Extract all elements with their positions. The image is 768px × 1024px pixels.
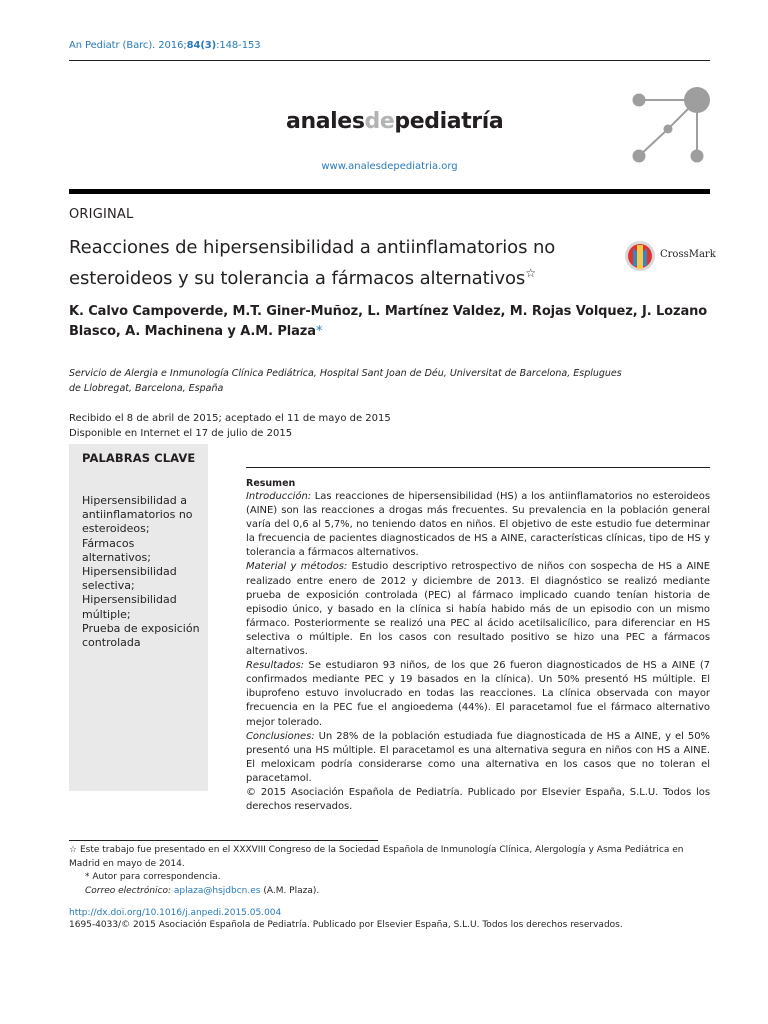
keywords-box [69,444,208,791]
section-label: ORIGINAL [69,207,134,222]
footnote-2-mark: * [85,872,90,882]
affiliation: Servicio de Alergia e Inmunología Clínica Pediátrica, Hospital Sant Joan de Déu, Universitat de Barcelona, Esplugues de Llobregat, Barcelona, España [69,368,622,394]
footnote-email [69,885,710,899]
footnote-1 [69,844,710,871]
article-dates [69,411,391,441]
title-footnote-mark[interactable]: ☆ [525,265,536,280]
footnote-2 [69,871,710,885]
keyword-item: Hipersensibilidad a antiinflamatorios no esteroideos; [82,494,193,536]
results-text: Se estudiaron 93 niños, de los que 26 fueron diagnosticados de HS a AINE (7 confirmados mediante PEC y 19 basados en la clínica). Un 50% presentó HS múltiple. El ibuprofeno estuvo involucrado en todas las reacciones. La clínica observada con mayor frecuencia en la PEC fue el angioedema (44%). El paracetamol fue el fármaco alternativo mejor tolerado. [246,660,710,728]
footnote-divider [69,840,378,841]
article-title [69,236,614,291]
author-names: K. Calvo Campoverde, M.T. Giner-Muñoz, L. Martínez Valdez, M. Rojas Volquez, J. Lozano Blasco, A. Machinena y A.M. Plaza [69,304,708,339]
citation-volume: 84(3) [186,40,217,51]
header-thick-divider [69,189,710,194]
abstract-body [246,490,710,814]
abstract-heading: Resumen [246,478,296,489]
journal-name-part3: pediatría [394,109,504,134]
keywords-list [82,494,204,650]
keyword-item: Prueba de exposición controlada [82,621,200,650]
conclusions-label: Conclusiones: [246,730,315,742]
journal-url-link[interactable]: www.analesdepediatria.org [321,161,458,172]
keywords-title: PALABRAS CLAVE [82,451,196,465]
molecule-logo-icon [625,84,720,164]
journal-name-part2: de [364,109,395,134]
abstract-divider [246,467,710,468]
methods-label: Material y métodos: [246,561,348,573]
methods-text: Estudio descriptivo retrospectivo de niños con sospecha de HS a AINE realizado entre enero de 2012 y diciembre de 2013. El diagnóstico se realizó mediante prueba de exposición controlada (PEC) al fármaco implicado cuando tenían historia de episodio único, y basado en la clínica si había habido más de un episodio con un mismo fármaco. Posteriormente se realizó una PEC al ácido acetilsalicílico, para diferenciar en HS selectiva o múltiple. En los casos con resultado positivo se hizo una PEC a fármacos alternativos. [246,561,710,658]
crossmark-icon [624,239,656,273]
abstract-introduction [246,490,710,560]
intro-label: Introducción: [246,491,312,502]
dates-received: Recibido el 8 de abril de 2015; aceptado el 11 de mayo de 2015 [69,413,391,424]
corresponding-author-mark[interactable]: * [315,324,323,339]
footnote-1-text: Este trabajo fue presentado en el XXXVIII Congreso de la Sociedad Española de Inmunología Clínica, Alergología y Asma Pediátrica en Madrid en mayo de 2014. [69,845,684,869]
issn-copyright: 1695-4033/© 2015 Asociación Española de Pediatría. Publicado por Elsevier España, S.L.U. Todos los derechos reservados. [69,920,623,930]
abstract-methods [246,560,710,659]
abstract-conclusions [246,730,710,786]
journal-logo [286,109,503,134]
keyword-item: Hipersensibilidad selectiva; [82,565,177,593]
journal-name-part1: anales [286,109,365,134]
results-label: Resultados: [246,660,304,672]
email-label: Correo electrónico: [85,885,172,896]
email-suffix: (A.M. Plaza). [260,885,320,896]
abstract-results [246,659,710,729]
doi-link[interactable]: http://dx.doi.org/10.1016/j.anpedi.2015.05.004 [69,908,282,918]
footnote-2-text: Autor para correspondencia. [89,872,221,882]
citation-prefix: An Pediatr (Barc). 2016; [69,40,187,51]
footnotes [69,844,710,898]
keyword-item: Hipersensibilidad múltiple; [82,593,177,621]
keyword-item: Fármacos alternativos; [82,536,151,564]
crossmark-label: CrossMark [660,249,716,260]
top-divider [69,60,710,61]
article-title-text: Reacciones de hipersensibilidad a antiinflamatorios no esteroideos y su tolerancia a fármacos alternativos [69,237,556,289]
intro-text: Las reacciones de hipersensibilidad (HS) a los antiinflamatorios no esteroideos (AINE) son las reacciones a drogas más frecuentes. Su prevalencia en la población general varía del 0,6 al 5,7%, no teniendo datos en niños. El objetivo de este estudio fue determinar la frecuencia de pacientes diagnosticados de HS a AINE, características clínicas, tipo de HS y tolerancia a fármacos alternativos. [246,491,710,559]
dates-online: Disponible en Internet el 17 de julio de 2015 [69,428,293,439]
citation-pages: :148-153 [216,40,261,51]
email-link[interactable]: aplaza@hsjdbcn.es [173,885,261,896]
citation-line[interactable] [69,40,260,51]
author-list [69,302,710,342]
conclusions-text: Un 28% de la población estudiada fue diagnosticada de HS a AINE, y el 50% presentó una HS múltiple. El paracetamol es una alternativa segura en niños con HS a AINE. El meloxicam podría considerarse como una alternativa en los casos que no toleran el paracetamol. [246,730,710,784]
abstract-copyright: © 2015 Asociación Española de Pediatría. Publicado por Elsevier España, S.L.U. Todos los derechos reservados. [246,786,710,813]
footnote-1-mark: ☆ [69,845,78,855]
crossmark-badge[interactable] [624,239,714,273]
